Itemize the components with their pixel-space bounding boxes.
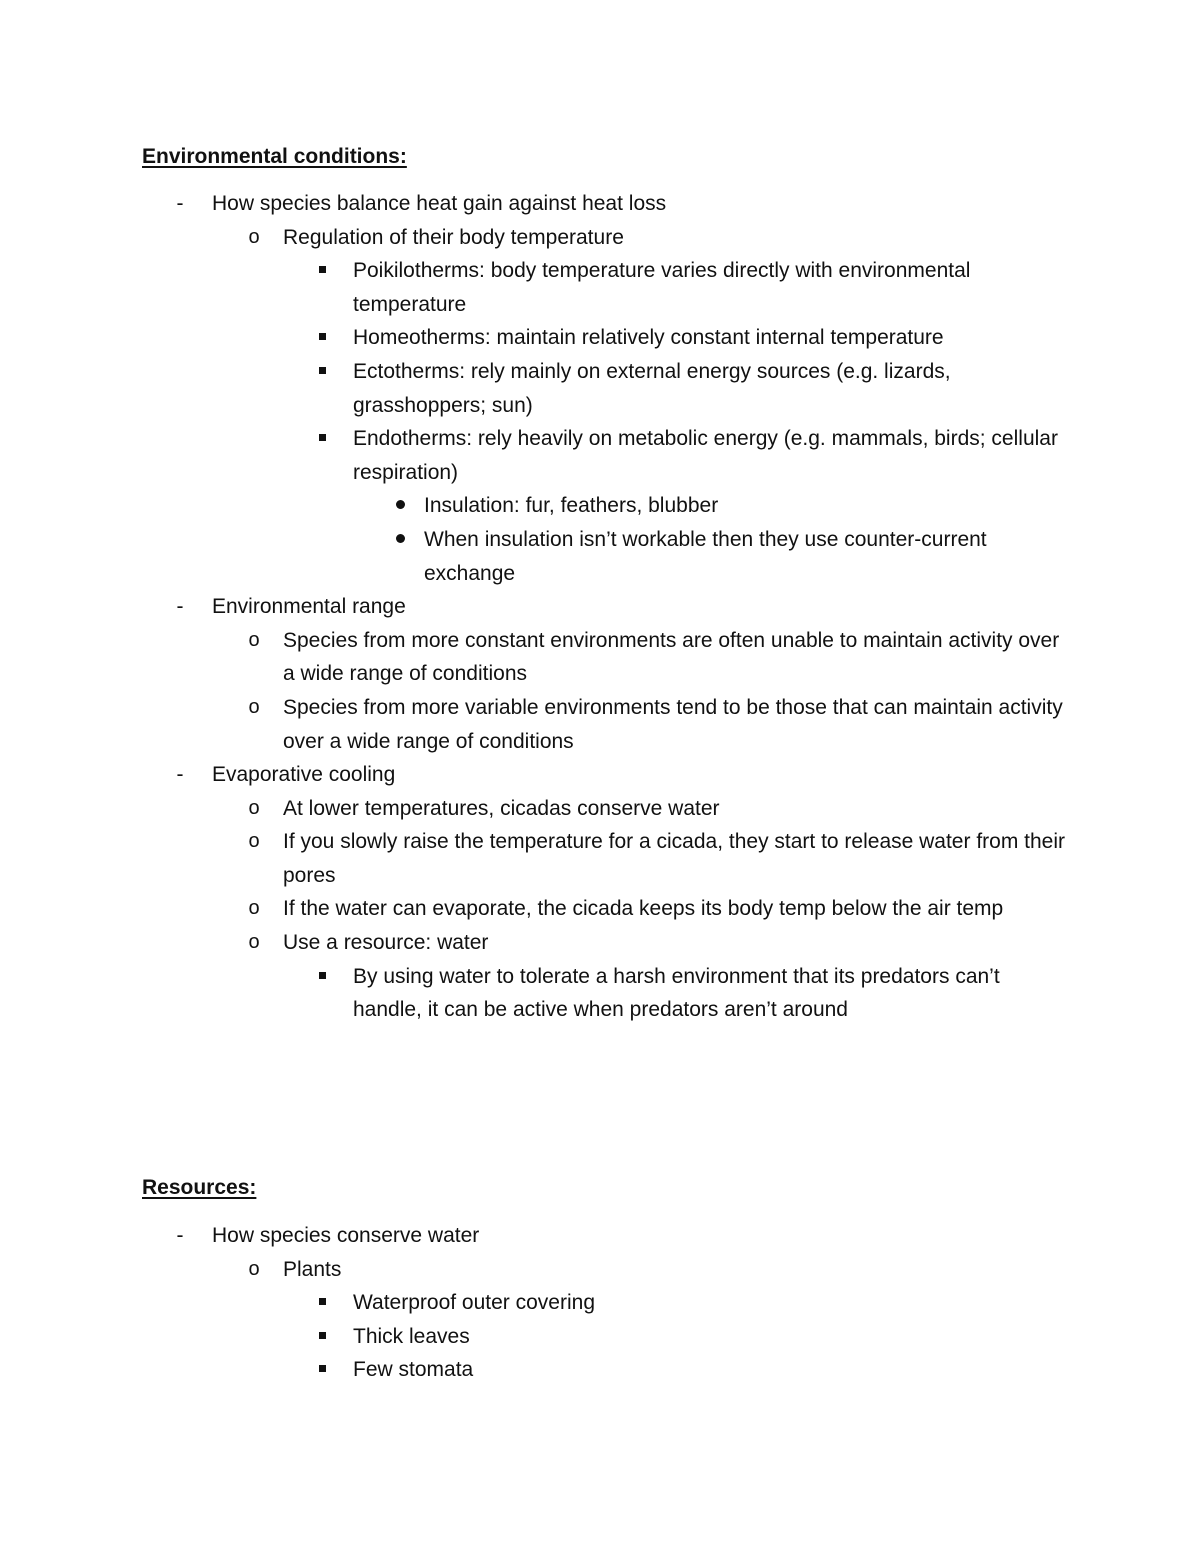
- dash-bullet-icon: -: [176, 192, 184, 215]
- square-bullet-icon: [312, 254, 332, 288]
- list-item-text: How species balance heat gain against heat loss: [212, 192, 667, 215]
- list-item-text: Species from more constant environments are often unable to maintain activity over a wide range of conditions: [283, 628, 1060, 686]
- list-item-level-3: [0, 355, 1200, 422]
- circle-bullet-icon: o: [248, 830, 260, 853]
- list-item-level-2: [0, 691, 1200, 758]
- list-item-level-3: [0, 1320, 1200, 1354]
- list-item-text: Waterproof outer covering: [353, 1291, 596, 1315]
- list-item-text: If you slowly raise the temperature for a cicada, they start to release water from their pores: [283, 830, 1066, 887]
- square-bullet-icon: [312, 355, 332, 389]
- list-item-level-3: [0, 422, 1200, 489]
- list-item-text: When insulation isn’t workable then they use counter-current exchange: [424, 527, 987, 585]
- circle-bullet-icon: o: [248, 931, 260, 954]
- dash-bullet-icon: -: [176, 763, 184, 787]
- list-item-text: Environmental range: [212, 595, 406, 619]
- environmental-conditions-list: [0, 187, 1200, 1027]
- dash-bullet-icon: -: [176, 595, 184, 619]
- list-item-level-2: [0, 624, 1200, 691]
- circle-bullet-icon: o: [248, 1257, 260, 1280]
- list-item-text: Thick leaves: [353, 1324, 470, 1348]
- dash-bullet-icon: -: [176, 1224, 184, 1247]
- list-item-text: Plants: [283, 1257, 342, 1281]
- list-item-text: Regulation of their body temperature: [283, 225, 624, 249]
- disc-bullet-icon: [390, 523, 410, 557]
- circle-bullet-icon: o: [248, 796, 260, 819]
- list-item-level-2: [0, 221, 1200, 255]
- list-item-text: At lower temperatures, cicadas conserve water: [283, 796, 720, 820]
- list-item-text: Ectotherms: rely mainly on external energy sources (e.g. lizards, grasshoppers; sun): [353, 359, 951, 417]
- list-item-level-4: [0, 523, 1200, 590]
- circle-bullet-icon: o: [248, 628, 260, 651]
- list-item-text: Endotherms: rely heavily on metabolic energy (e.g. mammals, birds; cellular respiration): [353, 427, 1058, 484]
- circle-bullet-icon: o: [248, 897, 260, 920]
- list-item-level-3: [0, 254, 1200, 321]
- square-bullet-icon: [312, 321, 332, 355]
- list-item-text: Use a resource: water: [283, 931, 489, 955]
- list-item-level-2: [0, 926, 1200, 960]
- section-heading-resources: Resources:: [142, 1176, 257, 1199]
- square-bullet-icon: [312, 1286, 332, 1320]
- list-item-text: Homeotherms: maintain relatively constant internal temperature: [353, 326, 944, 350]
- list-item-text: By using water to tolerate a harsh environment that its predators can’t handle, it can be active when predators aren’t around: [353, 964, 1000, 1022]
- list-item-text: Insulation: fur, feathers, blubber: [424, 494, 719, 518]
- list-item-level-3: [0, 1286, 1200, 1320]
- circle-bullet-icon: o: [248, 695, 260, 718]
- list-item-level-2: [0, 825, 1200, 892]
- list-item-text: Poikilotherms: body temperature varies directly with environmental temperature: [353, 259, 971, 316]
- square-bullet-icon: [312, 1320, 332, 1354]
- list-item-level-3: [0, 960, 1200, 1027]
- list-item-level-1: [0, 590, 1200, 624]
- list-item-text: Species from more variable environments tend to be those that can maintain activity over a wide range of conditions: [283, 695, 1063, 753]
- list-item-level-1: [0, 187, 1200, 221]
- list-item-level-4: [0, 489, 1200, 523]
- square-bullet-icon: [312, 422, 332, 456]
- list-item-level-1: [0, 758, 1200, 792]
- list-item-text: If the water can evaporate, the cicada keeps its body temp below the air temp: [283, 897, 1004, 921]
- list-item-text: Few stomata: [353, 1358, 474, 1382]
- list-item-level-3: [0, 321, 1200, 355]
- circle-bullet-icon: o: [248, 225, 260, 248]
- section-heading-environmental-conditions: Environmental conditions:: [142, 145, 407, 168]
- list-item-level-2: [0, 1253, 1200, 1287]
- list-item-level-2: [0, 892, 1200, 926]
- list-item-level-3: [0, 1353, 1200, 1387]
- square-bullet-icon: [312, 1353, 332, 1387]
- list-item-text: Evaporative cooling: [212, 763, 396, 787]
- resources-list: [0, 1219, 1200, 1387]
- list-item-text: How species conserve water: [212, 1224, 480, 1247]
- list-item-level-2: [0, 792, 1200, 826]
- list-item-level-1: [0, 1219, 1200, 1253]
- square-bullet-icon: [312, 960, 332, 994]
- disc-bullet-icon: [390, 489, 410, 523]
